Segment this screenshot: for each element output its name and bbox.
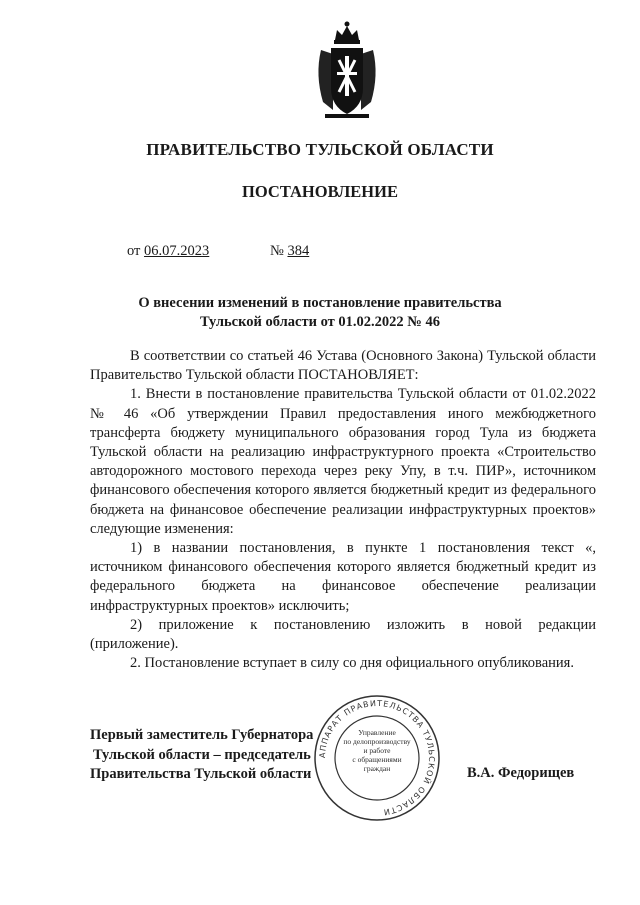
subject-line: О внесении изменений в постановление правительства [138,295,502,311]
stamp-line: граждан [363,764,391,773]
position-line: Правительства Тульской области [90,766,312,782]
position-line: Тульской области – председатель [93,746,311,763]
coat-of-arms-icon [313,20,381,120]
document-subject [0,294,640,332]
stamp-line: по делопроизводству [343,737,411,746]
stamp-inner-text [338,728,416,773]
document-number [270,243,309,260]
stamp-ring-text: АППАРАТ ПРАВИТЕЛЬСТВА ТУЛЬСКОЙ ОБЛАСТИ [317,698,437,817]
number-value: 384 [287,243,310,259]
body-paragraph: В соответствии со статьей 46 Устава (Основного Закона) Тульской области Правительство Тульской области ПОСТАНОВЛЯЕТ: [90,348,596,384]
body-paragraph: 1) в названии постановления, в пункте 1 постановления текст «, источником финансового обеспечения которого является бюджетный кредит из федерального бюджета на финансовое обеспечение реализации инфраструктурных проектов» исключить; [90,540,596,614]
date-value: 06.07.2023 [144,243,210,259]
document-body [90,347,596,673]
position-line: Первый заместитель Губернатора [90,727,314,743]
signatory-name: В.А. Федорищев [467,765,575,781]
stamp-line: и работе [363,746,391,755]
signatory-position [90,726,350,785]
stamp-line: Управление [358,728,396,737]
body-paragraph: 2. Постановление вступает в силу со дня официального опубликования. [130,655,574,672]
government-title: ПРАВИТЕЛЬСТВО ТУЛЬСКОЙ ОБЛАСТИ [146,140,494,159]
number-prefix: № [270,243,288,259]
body-paragraph: 2) приложение к постановлению изложить в новой редакции (приложение). [90,616,596,653]
document-type: ПОСТАНОВЛЕНИЕ [242,182,398,201]
stamp-line: с обращениями [352,755,402,764]
subject-line: Тульской области от 01.02.2022 № 46 [200,314,440,330]
document-date [127,243,209,260]
body-paragraph: 1. Внести в постановление правительства Тульской области от 01.02.2022 № 46 «Об утверждении Правил предоставления иного межбюджетного трансферта бюджету муниципального образования город Тула из бюджета Тульской области на реализацию инфраструктурного проекта «Строительство автодорожного мостового перехода через реку Упу, в т.ч. ПИР», источником финансового обеспечения которого является бюджетный кредит из федерального бюджета на финансовое обеспечение реализации инфраструктурных проектов» следующие изменения: [90,386,596,537]
date-prefix: от [127,243,145,259]
